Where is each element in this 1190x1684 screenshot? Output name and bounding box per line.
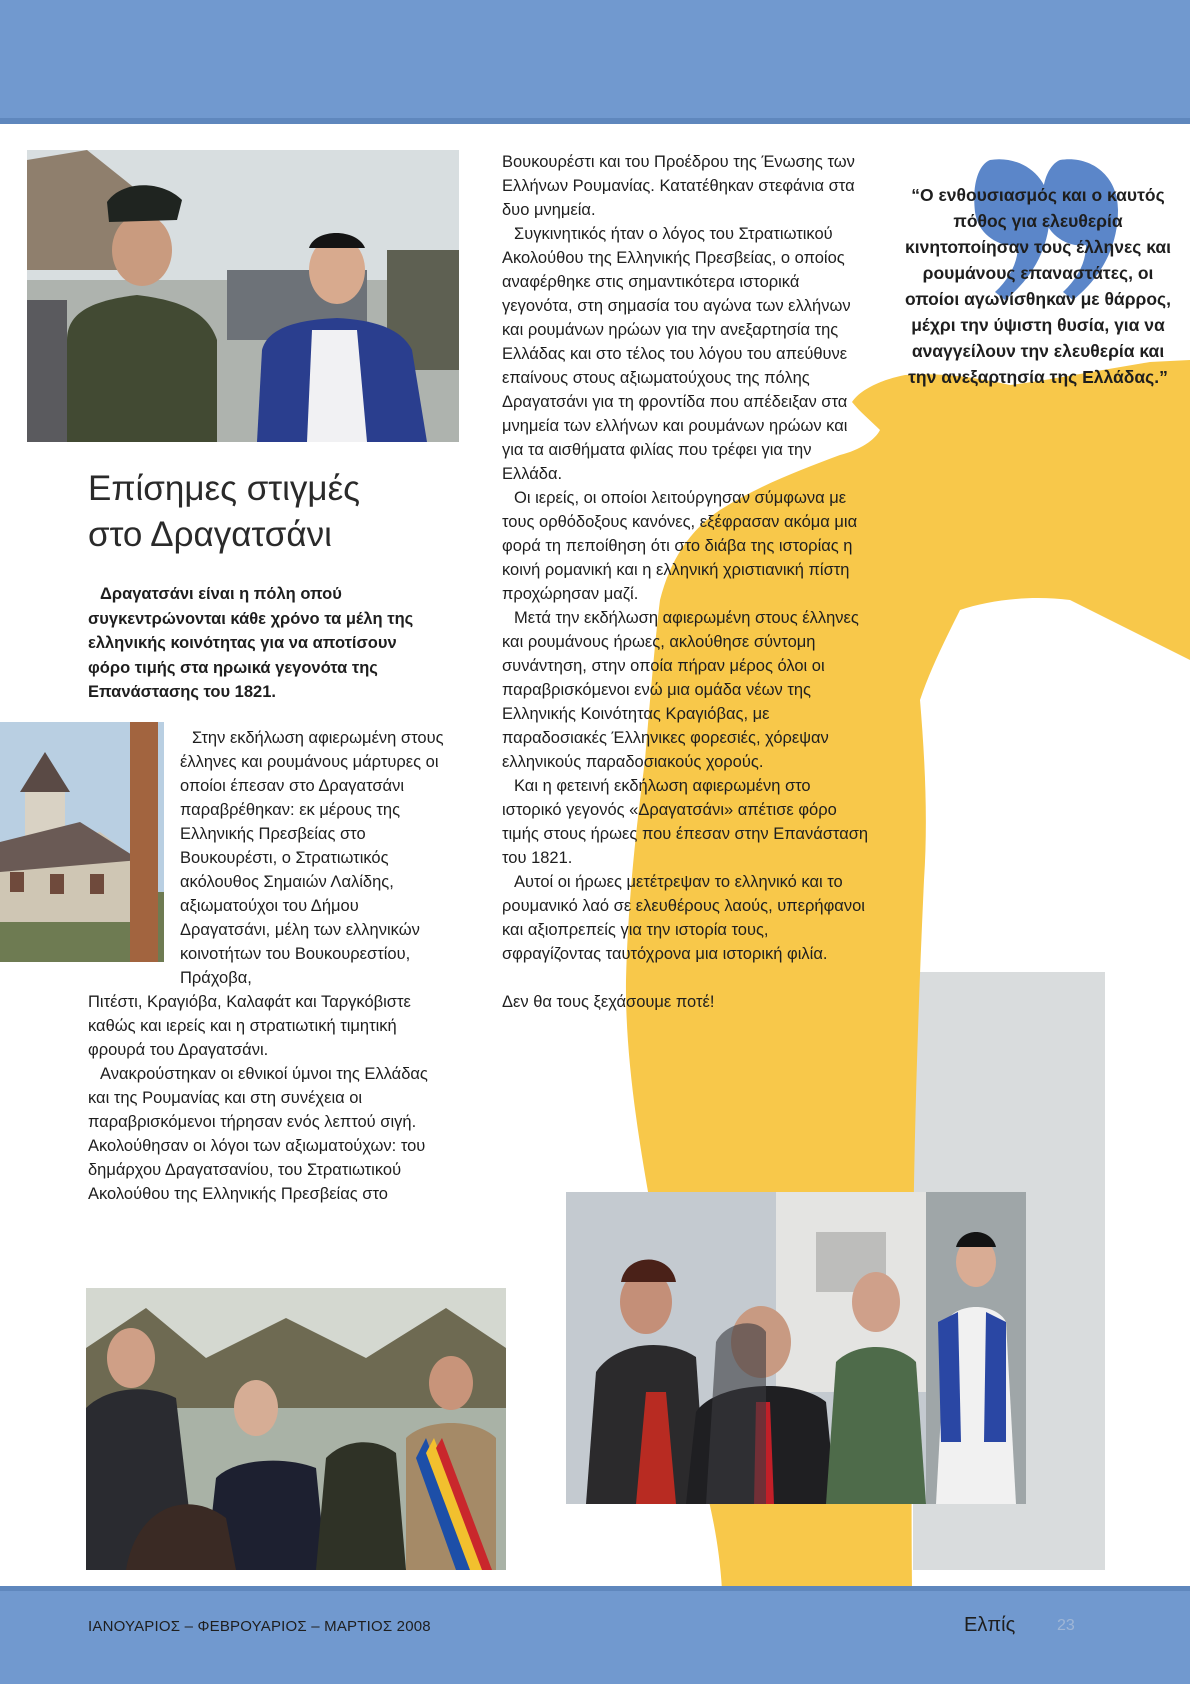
page-number: 23	[1057, 1617, 1075, 1634]
article-title	[88, 466, 448, 558]
photo-ceremony-group	[86, 1288, 506, 1570]
col2-paragraph-5: Και η φετεινή εκδήλωση αφιερωμένη στο ιστορικό γεγονός «Δραγατσάνι» απέτισε φόρο τιμής στους ήρωες που έπεσαν στην Επανάσταση του 1821.	[502, 777, 869, 867]
issue-date: ΙΑΝΟΥΑΡΙΟΣ – ΦΕΒΡΟΥΑΡΙΟΣ – ΜΑΡΤΙΟΣ 2008	[88, 1618, 431, 1635]
col2-paragraph-3: Οι ιερείς, οι οποίοι λειτούργησαν σύμφωνα με τους ορθόδοξους κανόνες, εξέφρασαν ακόμα μια φορά τη πεποίθηση ότι στο διάβα της ιστορίας η κοινή ρομανική και η ελληνική χριστιανική πίστη προχώρησαν μαζί.	[502, 489, 858, 603]
col1-cont-text: Πιτέστι, Κραγιόβα, Καλαφάτ και Ταργκόβιστε καθώς και ιερείς και η στρατιωτική τιμητική φρουρά του Δραγατσάνι.	[88, 993, 411, 1059]
photo-officials-at-monument	[566, 1192, 1026, 1504]
col2-paragraph-7: Δεν θα τους ξεχάσουμε ποτέ!	[502, 993, 715, 1011]
photo-church	[0, 722, 164, 962]
col2-paragraph-4: Μετά την εκδήλωση αφιερωμένη στους έλληνες και ρουμάνους ήρωες, ακλούθησε σύντομη συνάντηση, στην οποία πήραν μέρος όλοι οι παραβρισκόμενοι ενώ μια ομάδα νέων της Ελληνικής Κοινότητας Κραγιόβας, με παραδοσιακές Έλληνικες φορεσιές, χόρεψαν ελληνικούς παραδοσιακούς χορούς.	[502, 609, 859, 771]
title-line-2: στο Δραγατσάνι	[88, 515, 332, 554]
article-lead: Δραγατσάνι είναι η πόλη οπού συγκεντρώνονται κάθε χρόνο τα μέλη της ελληνικής κοινότητας για να αποτίσουν φόρο τιμής στα ηρωικά γεγονότα της Επανάστασης του 1821.	[88, 585, 414, 701]
photo-officer-and-evzone	[27, 150, 459, 442]
footer-band-shadow	[0, 1586, 1190, 1591]
col2-text	[502, 150, 872, 1014]
col2-paragraph-6: Αυτοί οι ήρωες μετέτρεψαν το ελληνικό και το ρουμανικό λαό σε ελευθέρους λαούς, υπερήφανοι και αξιοπρεπείς για την ιστορία τους, σφραγίζοντας ταυτόχρονα μια ιστορική φιλία.	[502, 873, 865, 963]
col2-paragraph-1: Βουκουρέστι και του Προέδρου της Ένωσης των Ελλήνων Ρουμανίας. Κατατέθηκαν στεφάνια στα δυο μνημεία.	[502, 153, 855, 219]
pull-quote: “Ο ενθουσιασμός και ο καυτός πόθος για ελευθερία κινητοποίησαν τους έλληνες και ρουμάνους επαναστάτες, οι οποίοι αγωνίσθηκαν με θάρρος, μέχρι την ύψιστη θυσία, για να αναγγείλουν την ελευθερία και την ανεξαρτησία της Ελλάδας.”	[904, 185, 1172, 387]
col1-wrap-text: Στην εκδήλωση αφιερωμένη στους έλληνες και ρουμάνους μάρτυρες οι οποίοι έπεσαν στο Δραγατσάνι παραβρέθηκαν: εκ μέρους της Ελληνικής Πρεσβείας στο Βουκουρέστι, ο Στρατιωτικός ακόλουθος Σημαιών Λαλίδης, αξιωματούχοι του Δήμου Δραγατσάνι, μέλη των ελληνικών κοινοτήτων του Βουκουρεστίου, Πράχοβα,	[180, 729, 444, 987]
col1-continuation	[88, 990, 450, 1206]
magazine-name: Ελπίς	[964, 1614, 1016, 1636]
title-line-1: Επίσημες στιγμές	[88, 469, 361, 508]
col2-paragraph-2: Συγκινητικός ήταν ο λόγος του Στρατιωτικού Ακολούθου της Ελληνικής Πρεσβείας, ο οποίος αναφέρθηκε στις σημαντικότερα ιστορικά γεγονότα, στη σημασία του αγώνα των ελλήνων και ρουμάνων ηρώων για την ανεξαρτησία της Ελλάδας και στο τέλος του λόγου του απεύθυνε επαίνους στους αξιωματούχους της πόλης Δραγατσάνι για τη φροντίδα που απέδειξαν στα μνημεία των ελλήνων και ρουμάνων ηρώων και για τα αισθήματα φιλίας που τρέφει για την Ελλάδα.	[502, 225, 851, 483]
col1-paragraph-2: Ανακρούστηκαν οι εθνικοί ύμνοι της Ελλάδας και της Ρουμανίας και στη συνέχεια οι παραβρισκόμενοι τήρησαν ενός λεπτού σιγή. Ακολούθησαν οι λόγοι των αξιωματούχων: του δημάρχου Δραγατσανίου, του Στρατιωτικού Ακολούθου της Ελληνικής Πρεσβείας στο	[88, 1065, 428, 1203]
